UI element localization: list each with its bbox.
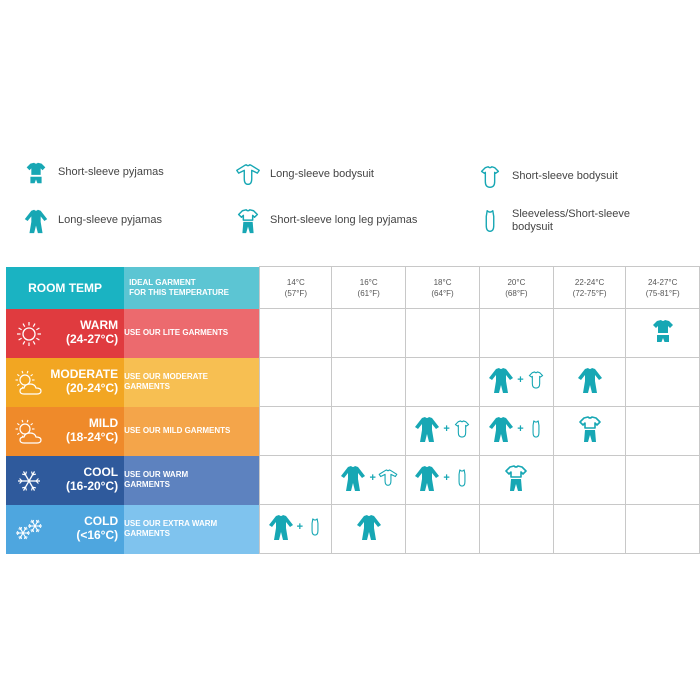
- temp-header-24-27: 24-27°C (75-81°F): [626, 267, 700, 309]
- garment-cell: [260, 456, 332, 505]
- temp-header-20: 20°C (68°F): [479, 267, 553, 309]
- ideal-garment-text: USE OUR EXTRA WARM: [124, 519, 218, 528]
- ideal-garment-moderate: [124, 358, 260, 407]
- room-name: MODERATE: [50, 366, 119, 381]
- long-sleeve-pyjamas-icon: [412, 414, 442, 444]
- ideal-garment-cool: [124, 456, 260, 505]
- snowflake-icon: [14, 466, 44, 496]
- garment-cell: [479, 505, 553, 554]
- room-name: COLD: [84, 513, 119, 528]
- legend-label: Sleeveless/Short-sleeve bodysuit: [512, 208, 631, 233]
- garment-cell: [260, 505, 332, 554]
- row-warm: [6, 309, 700, 358]
- garment-cell: [626, 358, 700, 407]
- short-sleeve-long-leg-pyjamas-icon: [234, 206, 262, 236]
- garment-cell: [553, 456, 626, 505]
- garment-combo: [501, 463, 531, 493]
- sleeveless-bodysuit-icon: [451, 467, 473, 489]
- legend-short-sleeve-long-leg-pyjamas: [234, 206, 417, 236]
- garment-cell: [332, 358, 406, 407]
- sleeveless-bodysuit-icon: [525, 418, 547, 440]
- sleeveless-short-sleeve-bodysuit-icon: [476, 206, 504, 236]
- row-cool: [6, 456, 700, 505]
- sun-cloud-icon: [14, 417, 44, 447]
- ideal-garment-text: USE OUR WARM: [124, 470, 189, 479]
- sun-cloud-icon: [14, 368, 44, 398]
- long-sleeve-pyjamas-icon: [486, 365, 516, 395]
- garment-cell: [553, 505, 626, 554]
- legend-label: Long-sleeve bodysuit: [270, 168, 374, 180]
- ideal-garment-mild: [124, 407, 260, 456]
- short-sleeve-bodysuit-icon: [451, 418, 473, 440]
- long-sleeve-pyjamas-icon: [486, 414, 516, 444]
- legend-short-sleeve-pyjamas: [22, 158, 164, 188]
- legend-label: Short-sleeve long leg pyjamas: [270, 214, 418, 226]
- garment-cell: [260, 309, 332, 358]
- garment-cell: [553, 309, 626, 358]
- plus-icon: +: [517, 373, 524, 386]
- room-name: MILD: [88, 415, 119, 430]
- garment-cell: [406, 505, 480, 554]
- ideal-garment-text: GARMENTS: [124, 382, 170, 391]
- plus-icon: +: [517, 422, 524, 435]
- long-sleeve-bodysuit-icon: [377, 467, 399, 489]
- legend-label: Long-sleeve pyjamas: [58, 214, 162, 226]
- garment-combo: [486, 414, 546, 444]
- garment-cell: [479, 309, 553, 358]
- snowflakes-icon: [14, 515, 44, 545]
- garment-cell: [626, 407, 700, 456]
- plus-icon: +: [443, 471, 450, 484]
- plus-icon: +: [296, 520, 304, 533]
- ideal-garment-text: GARMENTS: [124, 529, 170, 538]
- plus-icon: +: [443, 422, 450, 435]
- ideal-garment-text: USE OUR LITE GARMENTS: [124, 328, 229, 337]
- room-range: (18-24°C): [65, 429, 119, 444]
- temp-header-22-24: 22-24°C (72-75°F): [553, 267, 626, 309]
- garment-combo: [486, 365, 546, 395]
- sleeveless-bodysuit-icon: [304, 516, 326, 538]
- garment-cell: [626, 505, 700, 554]
- garment-cell: [479, 407, 553, 456]
- room-range: (20-24°C): [65, 380, 119, 395]
- garment-combo: [412, 463, 472, 493]
- room-temp-warm: [6, 309, 124, 358]
- garment-combo: [412, 414, 472, 444]
- short-sleeve-long-leg-pyjamas-icon: [575, 414, 605, 444]
- room-temp-label: [66, 318, 118, 346]
- garment-cell: [626, 456, 700, 505]
- temp-header-14: 14°C (57°F): [260, 267, 332, 309]
- ideal-garment-cold: [124, 505, 260, 554]
- garment-cell: [260, 358, 332, 407]
- garment-cell: [406, 358, 480, 407]
- long-sleeve-pyjamas-icon: [354, 512, 384, 542]
- legend-long-sleeve-bodysuit: [234, 160, 374, 190]
- garment-cell: [479, 456, 553, 505]
- garment-cell: [260, 407, 332, 456]
- room-temp-label: [66, 465, 118, 493]
- room-temp-label: [76, 514, 118, 542]
- garment-cell: [332, 456, 406, 505]
- short-sleeve-bodysuit-icon: [525, 369, 547, 391]
- garment-combo: [354, 512, 384, 542]
- garment-cell: [332, 407, 406, 456]
- room-temp-header: ROOM TEMP: [6, 267, 124, 309]
- ideal-garment-text: USE OUR MODERATE: [124, 372, 208, 381]
- garment-cell: [553, 358, 626, 407]
- room-temp-mild: [6, 407, 124, 456]
- room-range: (<16°C): [76, 527, 119, 542]
- ideal-garment-text: GARMENTS: [124, 480, 170, 489]
- garment-cell: [406, 407, 480, 456]
- garment-combo: [648, 316, 678, 346]
- legend-label: Short-sleeve pyjamas: [58, 166, 164, 178]
- room-range: (24-27°C): [65, 331, 119, 346]
- garment-cell: [406, 309, 480, 358]
- legend-sleeveless-bodysuit: [476, 206, 630, 236]
- long-sleeve-bodysuit-icon: [234, 160, 262, 190]
- row-moderate: [6, 358, 700, 407]
- room-temp-label: [66, 416, 118, 444]
- long-sleeve-pyjamas-icon: [266, 512, 296, 542]
- room-range: (16-20°C): [65, 478, 119, 493]
- temperature-garment-table: [6, 266, 700, 554]
- room-temp-label: [50, 367, 118, 395]
- garment-cell: [332, 505, 406, 554]
- room-temp-cool: [6, 456, 124, 505]
- garment-combo: [575, 414, 605, 444]
- short-sleeve-pyjamas-icon: [648, 316, 678, 346]
- garment-combo: [575, 365, 605, 395]
- garment-cell: [553, 407, 626, 456]
- garment-combo: [266, 512, 326, 542]
- long-sleeve-pyjamas-icon: [338, 463, 368, 493]
- garment-cell: [332, 309, 406, 358]
- long-sleeve-pyjamas-icon: [412, 463, 442, 493]
- room-temp-moderate: [6, 358, 124, 407]
- long-sleeve-pyjamas-icon: [575, 365, 605, 395]
- legend-short-sleeve-bodysuit: [476, 162, 618, 192]
- garment-cell: [479, 358, 553, 407]
- ideal-garment-header: IDEAL GARMENT FOR THIS TEMPERATURE: [124, 267, 260, 309]
- plus-icon: +: [369, 471, 376, 484]
- ideal-garment-text: USE OUR MILD GARMENTS: [124, 426, 231, 435]
- garment-cell: [626, 309, 700, 358]
- header-row: [6, 267, 700, 309]
- long-sleeve-pyjamas-icon: [22, 206, 50, 236]
- short-sleeve-bodysuit-icon: [476, 162, 504, 192]
- temp-header-18: 18°C (64°F): [406, 267, 480, 309]
- garment-cell: [406, 456, 480, 505]
- row-cold: [6, 505, 700, 554]
- room-name: WARM: [80, 317, 119, 332]
- legend-label: Short-sleeve bodysuit: [512, 170, 618, 182]
- short-sleeve-pyjamas-icon: [22, 158, 50, 188]
- ideal-garment-warm: [124, 309, 260, 358]
- legend-long-sleeve-pyjamas: [22, 206, 162, 236]
- short-sleeve-long-leg-pyjamas-icon: [501, 463, 531, 493]
- room-temp-cold: [6, 505, 124, 554]
- room-name: COOL: [83, 464, 119, 479]
- temp-header-16: 16°C (61°F): [332, 267, 406, 309]
- garment-combo: [338, 463, 398, 493]
- row-mild: [6, 407, 700, 456]
- sun-icon: [14, 319, 44, 349]
